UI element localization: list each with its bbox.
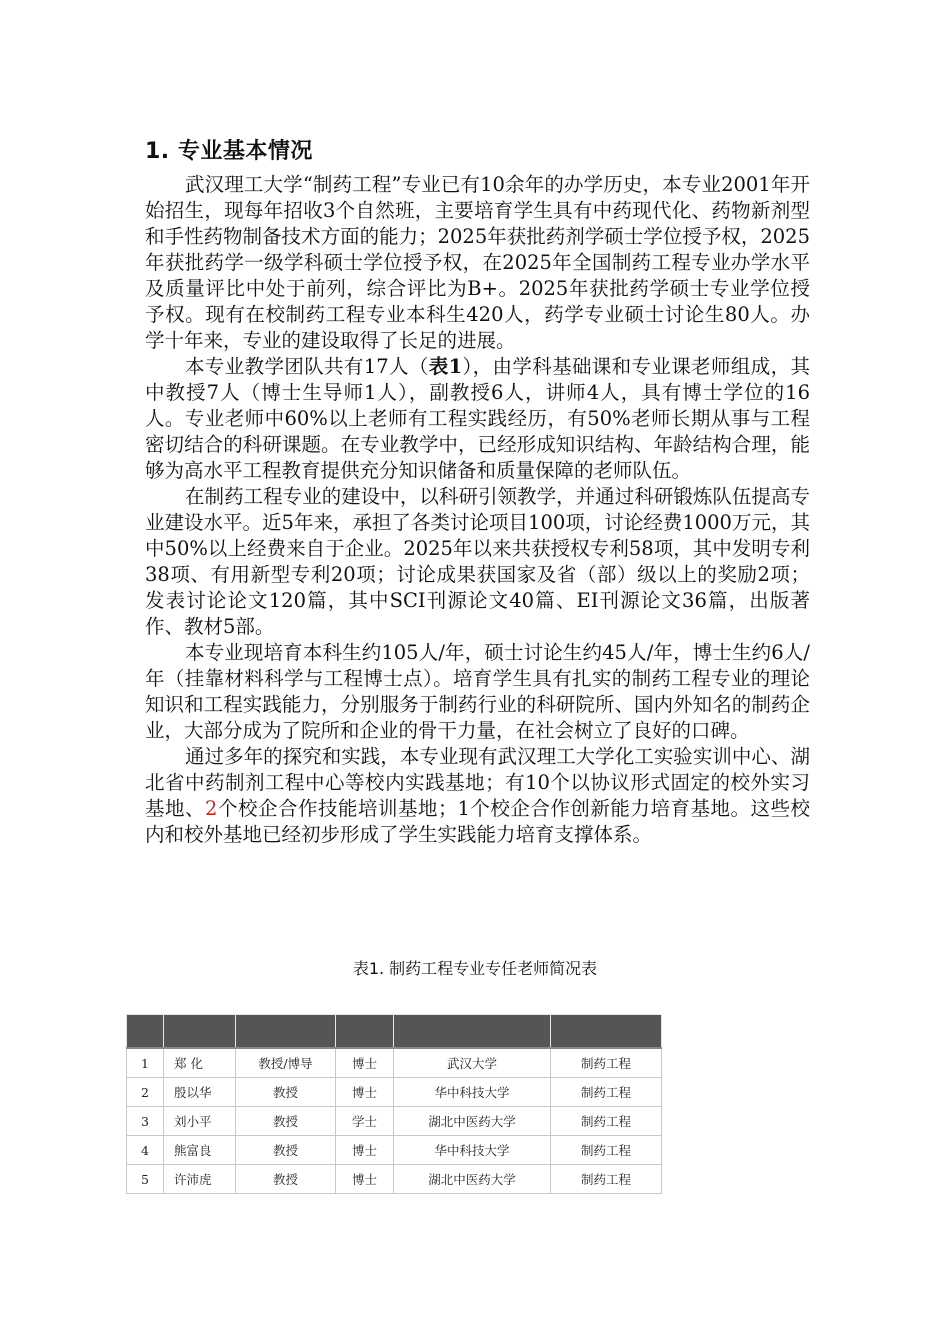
staff-table: [126, 1014, 662, 1194]
table-row: [127, 1078, 662, 1107]
header-cell: [127, 1015, 164, 1049]
teacher-school: 武汉大学: [394, 1048, 551, 1078]
table-header-row: [127, 1015, 662, 1049]
section-heading: 1. 专业基本情况: [145, 139, 313, 164]
teacher-major: 制药工程: [551, 1078, 662, 1107]
teacher-school: 华中科技大学: [394, 1078, 551, 1107]
teacher-major: 制药工程: [551, 1165, 662, 1194]
paragraph-bases-start: 通过多年的探究和实践，本专业现有武汉理工大学化工实验实训中心、湖北省中药制剂工程中心等校内实践基地；有10个以协议形式固定的校外实习基地、: [145, 745, 810, 820]
table-caption: 表1. 制药工程专业专任老师简况表: [352, 959, 598, 978]
paragraph-history: 武汉理工大学“制药工程”专业已有10余年的办学历史，本专业2001年开始招生，现每年招收3个自然班，主要培育学生具有中药现代化、药物新剂型和手性药物制备技术方面的能力；2025年获批药剂学硕士学位授予权，2025年获批药学一级学科硕士学位授予权，在2025年全国制药工程专业办学水平及质量评比中处于前列，综合评比为B+。2025年获批药学硕士专业学位授予权。现有在校制药工程专业本科生420人，药学专业硕士讨论生80人。办学十年来，专业的建设取得了长足的进展。: [145, 173, 810, 352]
paragraph-team: [145, 354, 810, 484]
table-row: [127, 1165, 662, 1194]
teacher-degree: 博士: [336, 1078, 394, 1107]
teacher-degree: 博士: [336, 1048, 394, 1078]
body-text: [145, 172, 810, 848]
teacher-major: 制药工程: [551, 1048, 662, 1078]
teacher-name: 许沛虎: [164, 1165, 236, 1194]
teacher-school: 华中科技大学: [394, 1136, 551, 1165]
teacher-title: 教授: [236, 1107, 336, 1136]
header-cell: [394, 1015, 551, 1049]
table-row: [127, 1048, 662, 1078]
teacher-major: 制药工程: [551, 1107, 662, 1136]
paragraph-bases: [145, 744, 810, 848]
header-cell: [551, 1015, 662, 1049]
header-cell: [236, 1015, 336, 1049]
row-number: 4: [127, 1136, 164, 1165]
header-cell: [164, 1015, 236, 1049]
teacher-title: 教授/博导: [236, 1048, 336, 1078]
teacher-school: 湖北中医药大学: [394, 1165, 551, 1194]
paragraph-research: 在制药工程专业的建设中，以科研引领教学，并通过科研锻炼队伍提高专业建设水平。近5年来，承担了各类讨论项目100项，讨论经费1000万元，其中50%以上经费来自于企业。2025年以来共获授权专利58项，其中发明专利38项、有用新型专利20项；讨论成果获国家及省（部）级以上的奖励2项；发表讨论论文120篇，其中SCI刊源论文40篇、EI刊源论文36篇，出版著作、教材5部。: [145, 485, 810, 638]
teacher-title: 教授: [236, 1136, 336, 1165]
header-cell: [336, 1015, 394, 1049]
table-row: [127, 1107, 662, 1136]
teacher-name: 刘小平: [164, 1107, 236, 1136]
staff-table-container: [126, 1014, 661, 1194]
teacher-title: 教授: [236, 1165, 336, 1194]
paragraph-bases-rest: 个校企合作技能培训基地；1个校企合作创新能力培育基地。这些校内和校外基地已经初步形成了学生实践能力培育支撑体系。: [145, 797, 810, 846]
teacher-name: 郑 化: [164, 1048, 236, 1078]
teacher-degree: 博士: [336, 1165, 394, 1194]
paragraph-team-start: 本专业教学团队共有17人（: [185, 355, 429, 378]
teacher-major: 制药工程: [551, 1136, 662, 1165]
teacher-degree: 学士: [336, 1107, 394, 1136]
teacher-title: 教授: [236, 1078, 336, 1107]
table-reference: 表1: [428, 355, 463, 378]
teacher-name: 熊富良: [164, 1136, 236, 1165]
table-row: [127, 1136, 662, 1165]
highlighted-number: 2: [205, 797, 218, 820]
paragraph-team-rest: ），由学科基础课和专业课老师组成，其中教授7人（博士生导师1人），副教授6人，讲师4人，具有博士学位的16人。专业老师中60%以上老师有工程实践经历，有50%老师长期从事与工程密切结合的科研课题。在专业教学中，已经形成知识结构、年龄结构合理，能够为高水平工程教育提供充分知识储备和质量保障的老师队伍。: [145, 355, 810, 482]
row-number: 1: [127, 1048, 164, 1078]
teacher-school: 湖北中医药大学: [394, 1107, 551, 1136]
teacher-degree: 博士: [336, 1136, 394, 1165]
teacher-name: 殷以华: [164, 1078, 236, 1107]
row-number: 3: [127, 1107, 164, 1136]
paragraph-students: 本专业现培育本科生约105人/年，硕士讨论生约45人/年，博士生约6人/年（挂靠材料科学与工程博士点）。培育学生具有扎实的制药工程专业的理论知识和工程实践能力，分别服务于制药行业的科研院所、国内外知名的制药企业，大部分成为了院所和企业的骨干力量，在社会树立了良好的口碑。: [145, 641, 810, 742]
row-number: 2: [127, 1078, 164, 1107]
row-number: 5: [127, 1165, 164, 1194]
